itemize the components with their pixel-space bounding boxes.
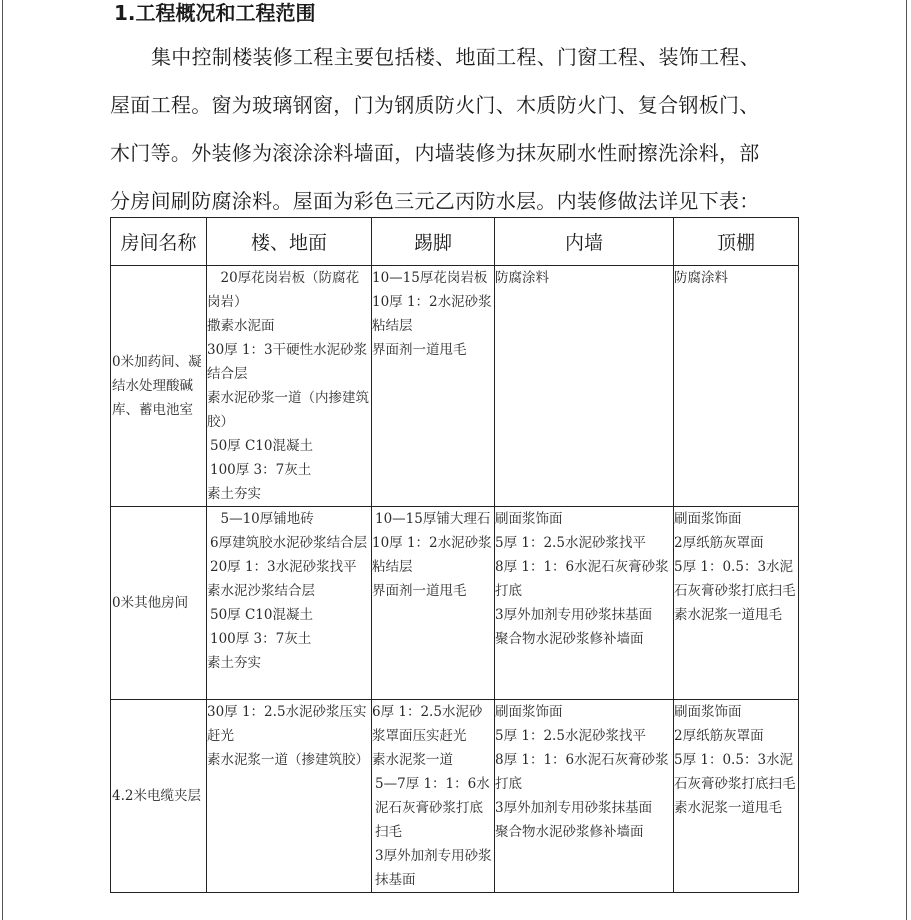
header-floor: 楼、地面 [207,218,372,266]
table-row [111,266,799,507]
cell-room-name [111,266,207,507]
cell-line: 5厚 1：2.5水泥砂浆找平 [495,535,646,551]
cell-line: 10厚 1：2水泥砂浆粘结层 [372,294,492,334]
cell-line: 素水泥浆一道甩毛 [674,607,782,623]
cell-line: 3厚外加剂专用砂浆抹基面 [495,607,653,623]
cell-line: 界面剂一道甩毛 [372,342,467,358]
cell-line: 100厚 3：7灰土 [210,631,312,647]
cell-ceiling [674,700,799,893]
room-name-text: 0米加药间、凝结水处理酸碱库、蓄电池室 [112,354,202,418]
cell-line: 6厚建筑胶水泥砂浆结合层 [210,535,368,551]
cell-line: 素土夯实 [207,655,261,671]
cell-line: 10—15厚花岗岩板 [372,270,488,286]
header-ceiling: 顶棚 [674,218,799,266]
cell-line: 10厚 1：2水泥砂浆粘结层 [372,535,492,575]
cell-line: 3厚外加剂专用砂浆抹基面 [495,800,653,816]
cell-room-name [111,507,207,700]
cell-line: 界面剂一道甩毛 [372,583,467,599]
room-name-text: 4.2米电缆夹层 [112,788,201,804]
cell-room-name [111,700,207,893]
page-right-border [906,0,907,920]
table-row [111,700,799,893]
cell-line: 10—15厚铺大理石 [375,511,491,527]
paragraph-line: 木门等。外装修为滚涂涂料墙面，内墙装修为抹灰刷水性耐擦洗涂料，部 [110,141,760,165]
cell-floor [207,507,372,700]
cell-line: 100厚 3：7灰土 [210,462,312,478]
cell-interior-wall [495,266,674,507]
cell-line: 20厚 1：3水泥砂浆找平 [210,559,357,575]
cell-line: 8厚 1：1：6水泥石灰膏砂浆打底 [495,752,669,792]
cell-line: 30厚 1：3干硬性水泥砂浆结合层 [207,342,368,382]
header-room-name: 房间名称 [111,218,207,266]
cell-line: 2厚纸筋灰罩面 [674,728,764,744]
table-row [111,507,799,700]
cell-interior-wall [495,700,674,893]
cell-line: 2厚纸筋灰罩面 [674,535,764,551]
intro-paragraph [110,33,810,225]
paragraph-line: 分房间刷防腐涂料。屋面为彩色三元乙丙防水层。内装修做法详见下表： [110,189,760,213]
section-heading: 1.工程概况和工程范围 [114,1,316,25]
cell-floor [207,700,372,893]
page-left-border [2,0,3,920]
cell-line: 5—7厚 1：1：6水泥石灰膏砂浆打底扫毛 [375,776,490,840]
cell-line: 20厚花岗岩板（防腐花岗岩） [207,270,360,310]
cell-line: 5厚 1：2.5水泥砂浆找平 [495,728,646,744]
cell-line: 素水泥浆一道（掺建筑胶） [207,752,369,768]
paragraph-line: 集中控制楼装修工程主要包括楼、地面工程、门窗工程、装饰工程、 [151,45,760,69]
cell-ceiling [674,266,799,507]
cell-line: 刷面浆饰面 [495,704,563,720]
cell-line: 素土夯实 [207,486,261,502]
room-name-text: 0米其他房间 [112,595,189,611]
cell-line: 8厚 1：1：6水泥石灰膏砂浆打底 [495,559,669,599]
cell-line: 5厚 1：0.5：3水泥石灰膏砂浆打底扫毛 [674,559,796,599]
cell-line: 刷面浆饰面 [674,704,742,720]
cell-line: 防腐涂料 [495,270,549,286]
header-skirting: 踢脚 [372,218,495,266]
cell-skirting [372,507,495,700]
cell-line: 聚合物水泥砂浆修补墙面 [495,631,644,647]
cell-line: 50厚 C10混凝土 [210,438,313,454]
paragraph-line: 屋面工程。窗为玻璃钢窗，门为钢质防火门、木质防火门、复合钢板门、 [110,93,760,117]
cell-line: 刷面浆饰面 [495,511,563,527]
cell-line: 5厚 1：0.5：3水泥石灰膏砂浆打底扫毛 [674,752,796,792]
cell-ceiling [674,507,799,700]
cell-line: 50厚 C10混凝土 [210,607,313,623]
cell-line: 刷面浆饰面 [674,511,742,527]
cell-skirting [372,700,495,893]
cell-line: 素水泥沙浆结合层 [207,583,315,599]
header-interior-wall: 内墙 [495,218,674,266]
cell-line: 防腐涂料 [674,270,728,286]
cell-line: 30厚 1：2.5水泥砂浆压实赶光 [207,704,367,744]
table-header-row [111,218,799,266]
cell-line: 5—10厚铺地砖 [207,511,314,527]
finish-schedule-table [110,217,799,893]
cell-line: 素水泥浆一道甩毛 [674,800,782,816]
cell-line: 6厚 1：2.5水泥砂浆罩面压实赶光 [372,704,483,744]
cell-skirting [372,266,495,507]
cell-line: 聚合物水泥砂浆修补墙面 [495,824,644,840]
cell-line: 素水泥浆一道 [372,752,453,768]
cell-line: 撒素水泥面 [207,318,275,334]
cell-interior-wall [495,507,674,700]
cell-floor [207,266,372,507]
cell-line: 素水泥砂浆一道（内掺建筑胶） [207,390,369,430]
cell-line: 3厚外加剂专用砂浆抹基面 [375,848,492,888]
